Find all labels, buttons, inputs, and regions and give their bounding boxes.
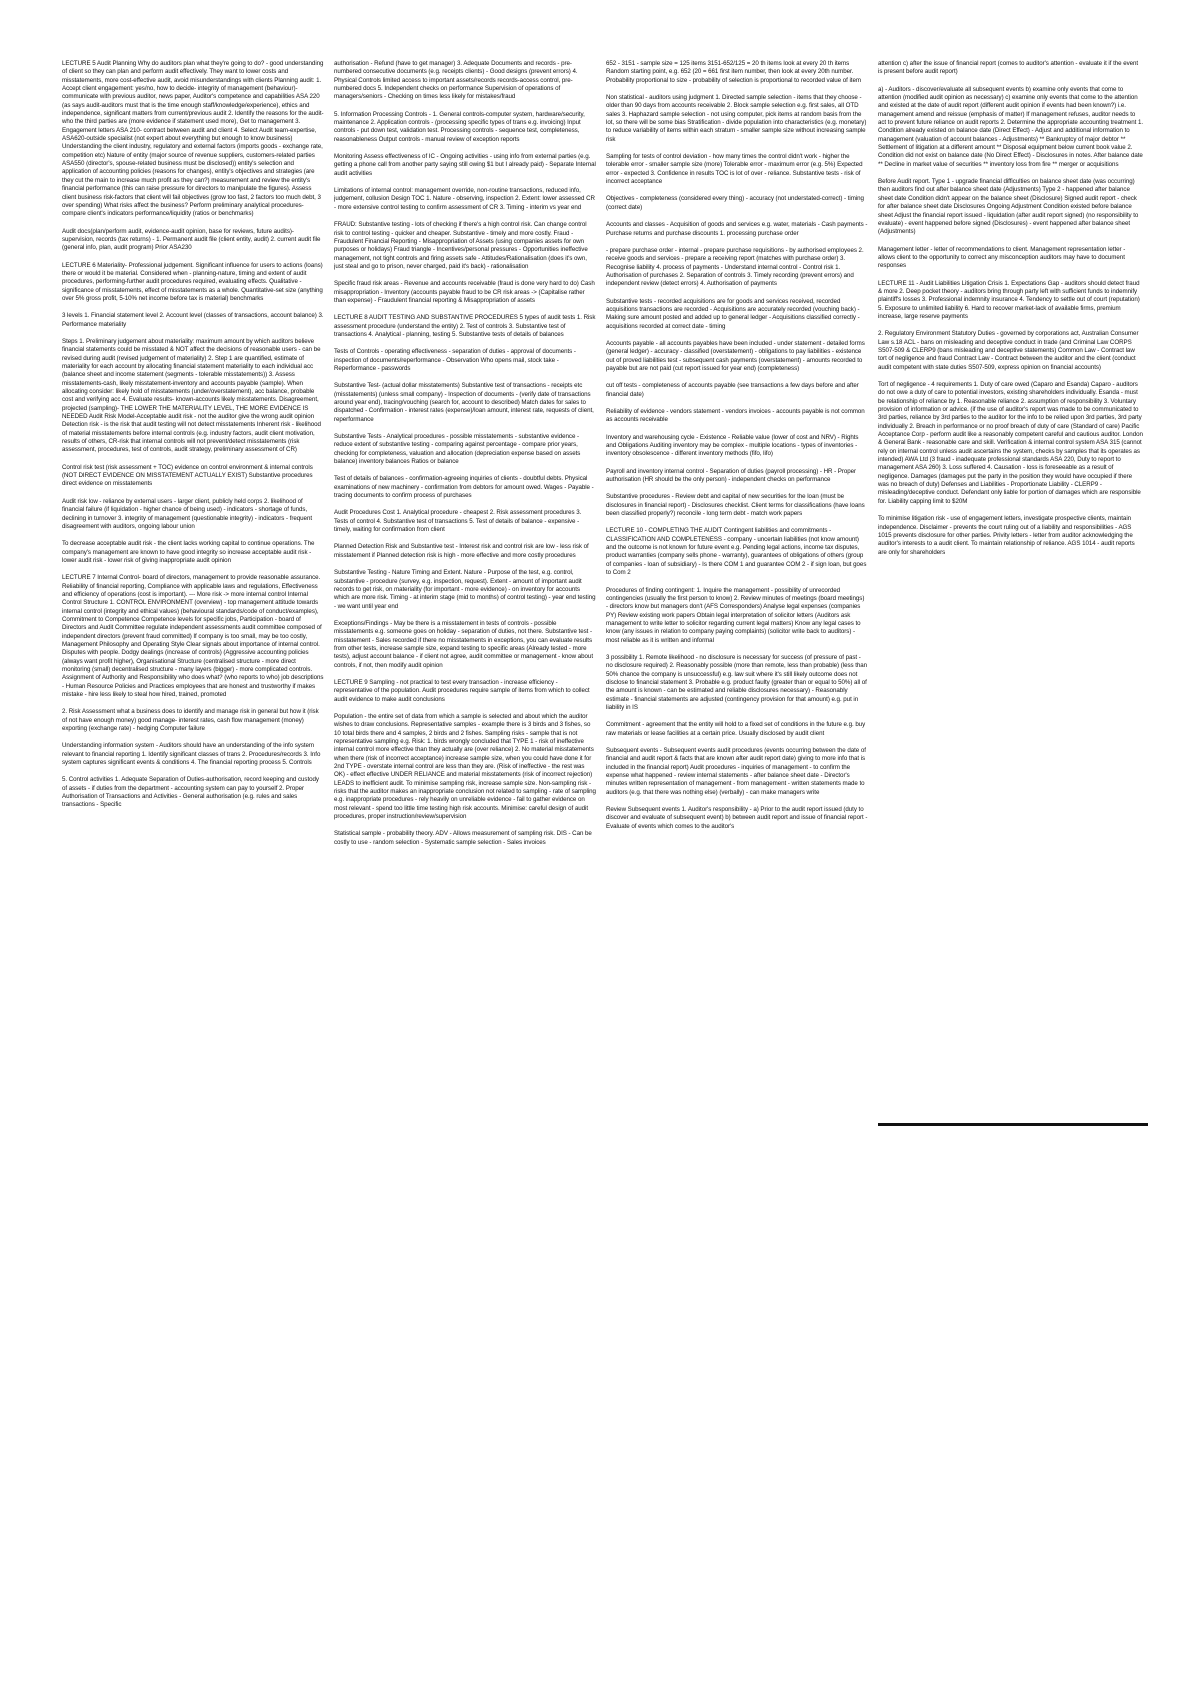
inventory-cycle-block: Inventory and warehousing cycle - Existence - Reliable value (lower of cost and NRV) - Rights and Obligations Auditing inventory may be complex - multiple locations - types of inventories - inventory obsolescence - different inventory methods (fifo, lifo) bbox=[606, 433, 859, 458]
accounts-classes-block: Accounts and classes - Acquisition of goods and services e.g. water, materials - Cash payments - Purchase returns and purchase discounts 1. processing purchase order bbox=[606, 221, 868, 237]
exceptions-block: Exceptions/Findings - May be there is a misstatement in tests of controls - possible misstatements e.g. someone goes on holiday - separation of duties, not there. Substantive test - misstatement - Sales recorded if there no misstatements in exceptions, you can evaluate results from other tests, increase sample size, expand testing to specific areas (Already tested - more tests), adjust account balance - if client not agree, audit committee or management - know about controls, if not, then modify audit opinion bbox=[334, 619, 593, 669]
materiality-steps-block: Steps 1. Preliminary judgement about materiality: maximum amount by which auditors believe financial statements could be misstated & NOT affect the decisions of reasonable users - can be revised during audit (revised judgement of materiality) 2. Step 1 are quantified, estimate of materiality for each account by allocating financial statement materiality to each individual acc (balance sheet and income statement (segments - tolerable misstatements)) 3. Assess misstatements-cash, likely misstatement-inventory and accounts payable (sample). When allocating consider: likely hold of misstatements (under/overstatement), acc balance, probable cost and verifying acc 4. Evaluate results- known-accounts likely misstatements. Disagreement, projected (sampling)- THE LOWER THE MATERIALITY LEVEL, THE MORE EVIDENCE IS NEEDED Audit Risk Model-Acceptable audit risk - not the auditor give the wrong audit opinion Detection risk - is the risk that audit testing will not detect misstatements Inherent risk - likelihood of material misstatements before internal controls (e.g. industry factors, audit client motivation, results of others, CR-risk that internal controls will not prevent/detect misstatements (risk assessment, procedures, test of controls, audit strategy, preliminary assessment of CR) bbox=[62, 337, 321, 454]
limitations-toc-block: Limitations of internal control: management override, non-routine transactions, reduced info, judgement, collusion Design TOC 1. Nature - observing, inspection 2. Extent: lower assessed CR - more extensive control testing to confirm assessment of CR 3. Timing - interim vs year end bbox=[334, 187, 595, 211]
statistical-sample-block: Statistical sample - probability theory. ADV - Allows measurement of sampling risk. DIS - Can be costly to use - random selection - Systematic sample selection - Sales invoices bbox=[334, 830, 592, 846]
lecture7-internal-control-block: LECTURE 7 Internal Control- board of directors, management to provide reasonable assurance. Reliability of financial reporting, Compliance with applicable laws and regulations, Effectiveness and efficiency of operations (cost is important). --- More risk -> more internal control Internal Control Structure 1. CONTROL ENVIRONMENT (overview) - top management attitude towards internal control (integrity and ethical values) (behavioural standards/code of conduct/examples), Commitment to Competence Competence levels for specific jobs, Participation - board of Directors and Audit Committee regulate independent assessments audit committee composed of independent directors (prevent fraud committed) If company is too small, may be too costly, Management Philosophy and Operating Style Clear signals about importance of internal control. Disputes with people. Dodgy dealings (increase of controls) (Aggressive accounting policies (always want profit higher), Organisational Structure (centralised structure - more direct monitoring (small) decentralised structure - many layers (bigger) - more complicated controls. Assignment of Authority and Responsibility who does what? (who reports to who) job descriptions - Human Resource Policies and Practices employees that are honest and trustworthy if makes mistake - hire less likely to steal how hired, trained, promoted bbox=[62, 574, 324, 699]
nature-timing-extent-block: Substantive Testing - Nature Timing and Extent. Nature - Purpose of the test, e.g. control, substantive - procedure (survey, e.g. inspection, request). Extent - amount of important audit records to get risk, on materiality (for important - more evidence) - on inventory for accounts which are more risk. Timing - at interim stage (mid to months) of control testing) - year end testing - we want until year end bbox=[334, 569, 596, 610]
lecture6-materiality-block: LECTURE 6 Materiality- Professional judgement. Significant influence for users to actions (loans) there or would it be material. Considered when - planning-nature, timing and extent of audit procedures, performing-further audit procedures required, evaluating effects. Qualitative - significance of misstatements, effect of misstatements as a whole. Quantitative-set size (anything over 5% gross profit, 5-10% net income before tax is material) benchmarks bbox=[62, 261, 323, 302]
authorisation-block: authorisation - Refund (have to get manager) 3. Adequate Documents and records - pre-numbered consecutive documents (e.g. receipts clients) - Good designs (prevent errors) 4. Physical Controls limited access to important assets/records records-access control, pre-numbered docs 5. Independent checks on performance Supervision of operations of managers/seniors - Checking on times less likely for mistakes/fraud bbox=[334, 60, 578, 101]
auditor-discover-block: a) - Auditors - discover/evaluate all subsequent events b) examine only events that come to attention (modified audit opinion as necessary) c) examine only events that come to the attention and existed at the date of audit report (different audit opinion if events had been known?) i.e. management amend and reissue (emphasis of matter) If management refuses, auditor needs to act to prevent future reliance on audit reports 2. Determine the appropriate accounting treatment 1. Condition already existed on balance date (Direct Effect) - Adjust and additional information to management (valuation of account balances - Adjustments) ** Bankruptcy of major debtor ** Settlement of litigation at a different amount ** Disposal equipment below current book value 2. Condition did not exist on balance date (No Direct Effect) - Disclosures in notes. After balance date ** Decline in market value of securities ** inventory loss from fire ** merger or acquisitions bbox=[878, 85, 1143, 168]
payroll-control-block: Payroll and inventory internal control - Separation of duties (payroll processing) - HR - Proper authorisation (HR should be the only person) - independent checks on performance bbox=[606, 467, 857, 484]
substantive-test-block: Substantive Test- (actual dollar misstatements) Substantive test of transactions - receipts etc (misstatements) (unless small company) - Inspection of documents - (verify date of transactions around year end), tracing/vouching (search for, account to described) Match dates for sales to dispatched - Confirmation - interest rates (expense)/loan amount, interest rate, requests of client, reperformance bbox=[334, 382, 594, 423]
attention-block: attention c) after the issue of financial report (comes to auditor's attention - evaluate it if the event is present before audit report) bbox=[878, 60, 1139, 76]
test-of-details-block: Test of details of balances - confirmation-agreeing inquiries of clients - doubtful debts. Physical examinations of new machinery - confirmation from debtors for amount owed. Wages - Payable - tracing documents to confirm process of purchases bbox=[334, 475, 594, 500]
minimise-litigation-block: To minimise litigation risk - use of engagement letters, investigate prospective clients, maintain independence. Disclaimer - prevents the court ruling out of a liability and responsibilities - AGS 1015 prevents disclosure for other parties. Privity letters - letter from auditor acknowledging the auditor's interests to a audit client. To maintain relationship of reliance. AGS 1014 - audit reports are only for shareholders bbox=[878, 515, 1135, 556]
finding-contingent-block: Procedures of finding contingent: 1. Inquire the management - possibility of unrecorded contingencies (usually the first person to know) 2. Review minutes of meetings (board meetings) - directors know but managers don't (AFS Corresponders) Analyse legal expenses (companies PY) Review existing work papers Obtain legal interpretation of solicitor letters (Auditors ask management to write letter to solicitor regarding current legal matters) Know any legal cases to know (any issues in relation to company paying complaints) (solicitor write back to auditors) - most reliable as it is written and informal bbox=[606, 586, 865, 644]
population-block: Population - the entire set of data from which a sample is selected and about which the auditor wishes to draw conclusions. Representative samples - example there is 3 birds and 3 fishes, so 10 total birds there and 4 samples, 2 birds and 2 fishes. Sampling risks - sample that is not representative sampling e.g. Risk: 1. birds wrongly concluded that TYPE 1 - risk of ineffective internal control more effective than they actually are (over reliance) 2. No material misstatements when there (risk of incorrect acceptance) increase sample size, when you could have done it for 2nd TYPE - overstate internal control are less than they are. (Risk of ineffective - the rest was OK) - effect effective UNDER RELIANCE and material misstatements (risk of incorrect rejection) LEADS to inefficient audit. To minimise sampling risk, increase sample size. Non-sampling risk - risks that the auditor makes an inappropriate conclusion not related to sampling - rate of sampling e.g. inappropriate procedures - rely heavily on unreliable evidence - fail to gather evidence on most relevant - spend too little time testing high risk accounts. Minimise: careful design of audit procedures, proper instruction/review/supervision bbox=[334, 712, 596, 821]
column-1 bbox=[62, 60, 324, 1690]
review-subsequent-block: Review Subsequent events 1. Auditor's responsibility - a) Prior to the audit report issued (duty to discover and evaluate of subsequent event) b) between audit report and issue of financial report - Evaluate of events which comes to the auditor's bbox=[606, 806, 868, 830]
analytical-procedures-block: Substantive Tests - Analytical procedures - possible misstatements - substantive evidence - reduce extent of substantive testing - comparing against percentage - compare prior years, checking for completeness, valuation and allocation (depreciation expense based on assets balance) inventory balances Ratios or balance bbox=[334, 433, 581, 466]
column-4 bbox=[878, 60, 1143, 1690]
non-statistical-block: Non statistical - auditors using judgment 1. Directed sample selection - items that they choose - older than 90 days from accounts receivable 2. Block sample selection e.g. first sales, all OTD sales 3. Haphazard sample selection - not using computer, pick items at random basis from the lot, so there will be some bias Stratification - divide population into characteristics (e.g. monetary) to reduce variability of items within each stratum - smaller sample size without increasing sample risk bbox=[606, 94, 867, 143]
control-risk-block: Control risk test (risk assessment + TOC) evidence on control environment & internal controls (NOT DIRECT EVIDENCE ON MISSTATEMENT ACTUALLY EXIST) Substantive procedures direct evidence on misstatements bbox=[62, 463, 313, 488]
systematic-sample-block: 652 - 3151 - sample size = 125 items 3151-652/125 = 20 th items look at every 20 th items Random starting point, e.g. 652 (20 = 661 first item number, then look at every 20th number. Probability proportional to size - probability of selection is proportional to recorded value of item bbox=[606, 60, 861, 84]
cut-off-block: cut off tests - completeness of accounts payable (see transactions a few days before and after financial date) bbox=[606, 382, 859, 398]
end-rule bbox=[878, 1123, 1148, 1126]
risk-assessment-block: 2. Risk Assessment what a business does to identify and manage risk in general but how it (risk of not have enough money) good manage- interest rates, cash flow management (money) exporting (exchange rate) - hedging Computer failure bbox=[62, 708, 319, 733]
materiality-levels-block: 3 levels 1. Financial statement level 2. Account level (classes of transactions, account balance) 3. Performance materiality bbox=[62, 312, 324, 328]
objectives-block: Objectives - completeness (considered every thing) - accuracy (not understated-correct) - timing (correct date) bbox=[606, 195, 864, 211]
info-processing-block: 5. Information Processing Controls - 1. General controls-computer system, hardware/security, maintenance 2. Application controls - (processing specific types of trans e.g. invoicing) Input controls - put down test, validation test. Processing controls - sequence test, completeness, reasonableness Output controls - manual review of exception reports bbox=[334, 110, 585, 143]
subsequent-events-block: Subsequent events - Subsequent events audit procedures (events occurring between the date of financial and audit report & facts that are known after audit report date) giving to more info that is included in the financial report) Audit procedures - inquiries of management - to confirm the expense what happened - review internal statements - after balance sheet date - Director's minutes written representation of management - from management - written statements made to auditors (e.g. that there was nothing else) (verbally) - can make managers write bbox=[606, 747, 866, 796]
purchase-order-block: - prepare purchase order - internal - prepare purchase requisitions - by authorised employees 2. receive goods and services - prepare a receiving report (matches with purchase order) 3. Recognise liability 4. process of payments - Understand internal control - Control risk 1. Authorisation of purchases 2. Separation of controls 3. Timely recording (prevent errors) and independent review (detect errors) 4. Authorisation of payments bbox=[606, 246, 864, 288]
substantive-acquisitions-block: Substantive tests - recorded acquisitions are for goods and services received, recorded acquisitions transactions are recorded - Acquisitions are accurately recorded (vouching back) - Making sure amount posted and added up to general ledger - Acquisitions classified correctly - acquisitions recorded at correct date - timing bbox=[606, 297, 860, 330]
procedures-cost-block: Audit Procedures Cost 1. Analytical procedure - cheapest 2. Risk assessment procedures 3. Tests of control 4. Substantive test of transactions 5. Test of details of balance - expensive - timely, waiting for confirmation from client bbox=[334, 509, 582, 534]
control-activities-block: 5. Control activities 1. Adequate Separation of Duties-authorisation, record keeping and custody of assets - if duties from the department - accounting system can pay to yourself 2. Proper Authorisation of Transactions and Activities - General authorisation (e.g. rules and sales transactions - Specific bbox=[62, 776, 319, 809]
accounts-payable-block: Accounts payable - all accounts payables have been included - under statement - detailed forms (general ledger) - accuracy - classified (overstatement) - obligations to pay liabilities - existence out of proved liabilities test - subsequent cash payments (overstatement) - amounts recorded to payable but are not paid (cut report issued for year end) (completeness) bbox=[606, 339, 865, 372]
fraud-block: FRAUD: Substantive testing - lots of checking if there's a high control risk. Can change control risk to control testing - quicker and cheaper. Substantive - timely and more costly. Fraud - Fraudulent Financial Reporting - Misappropriation of Assets (using companies assets for own purposes or holidays) Fraud triangle - Incentives/personal pressures - Opportunities ineffective management, not tight controls and firing assets safe - Attitudes/Rationalisation (does it's own, just steal and go to prison, never charged, paid it's back) - rationalisation bbox=[334, 221, 588, 270]
column-3 bbox=[606, 60, 868, 1690]
fraud-risk-areas-block: Specific fraud risk areas - Revenue and accounts receivable (fraud is done very hard to do) Cash misappropriation - Inventory (accounts payable fraud to be CR risk areas -> (Capitalise rather than expense) - Fraudulent financial reporting & Misappropriation of assets bbox=[334, 280, 595, 304]
lecture5-planning-block: LECTURE 5 Audit Planning Why do auditors plan what they're going to do? - good understanding of client so they can plan and perform audit effectively. They want to lower costs and misstatements, more cost-effective audit, avoid misunderstandings with clients Planning audit: 1. Accept client engagement: yes/no, how to decide- integrity of management (behaviour)- communicate with previous auditor, news paper, Auditor's competence and capabilities ASA 220 (as says audit-auditors must that is the time enough staff/knowledge/experience), ethics and independence, significant matters from current/previous audit 2. Identify the reasons for the audit-who the third parties are (more evidence if statement used more), Get to management 3. Engagement letters ASA 210- contract between audit and client 4. Select Audit team-expertise, ASA620-outside specialist (not expert about everything but enough to know business) Understanding the client industry, regulatory and external factors (imports goods - exchange rate, competition etc) Nature of entity (major source of revenue suppliers, customers-related parties ASA550 (director's, spouse-related business must be disclosed)) entity's selection and application of accounting policies (reasons for changes), entity's objectives and strategies (are they cut the main to increase much profit as they can?) measurement and review the entity's financial performance (this can raise pressure for directors to manipulate the figures). Assess client business risk-factors that client will fail objectives (grow too fast, 2 factors too much debt, 3 over spending) What risks affect the business? Perform preliminary analytical procedures-compare client's indicators performance/liquidity (ratios or benchmarks) bbox=[62, 60, 324, 218]
reliability-evidence-block: Reliability of evidence - vendors statement - vendors invoices - accounts payable is not common as accounts receivable bbox=[606, 408, 865, 424]
lecture10-completing-block: LECTURE 10 - COMPLETING THE AUDIT Contingent liabilities and commitments - CLASSIFICATION AND COMPLETENESS - company - uncertain liabilities (not know amount) and the outcome is not known for future event e.g. Pending legal actions, income tax disputes, product warranties (company sells phone - warranty), guarantees of obligations of others (group of companies - loan of subsidiary) - Is there COM 1 and guarantee COM 2 - if sign loan, but goes to Com 2 bbox=[606, 527, 867, 577]
audit-docs-block: Audit docs(plan/perform audit, evidence-audit opinion, base for reviews, future audits)- supervision, records (tax returns) - 1. Permanent audit file (client entity, audit) 2. current audit file (general info, plan, audit program) Prior ASA230 bbox=[62, 227, 321, 252]
audit-risk-block: Audit risk low - reliance by external users - larger client, publicly held corps 2. likelihood of financial failure (if liquidation - higher chance of being used) - indicators - shortage of funds, declining in turnover 3. integrity of management (questionable integrity) - indicators - frequent disagreement with auditors, ongoing labour union bbox=[62, 497, 313, 530]
sampling-toc-block: Sampling for tests of control deviation - how many times the control didn't work - higher the tolerable error - smaller sample size (more) Tolerable error - maximum error (e.g. 5%) Expected error - expected 3. Confidence in results TOC is lot of over - reliance. Substantive tests - risk of incorrect acceptance bbox=[606, 153, 863, 186]
monitoring-block: Monitoring Assess effectiveness of IC - Ongoing activities - using info from external parties (e.g. getting a phone call from another party saying still owing $1 but I already paid) - Separate Internal audit activities bbox=[334, 153, 596, 177]
planned-detection-risk-block: Planned Detection Risk and Substantive test - Interest risk and control risk are low - less risk of misstatement if Planned detection risk is high - more effective and more costly procedures bbox=[334, 543, 589, 559]
before-audit-report-block: Before Audit report. Type 1 - upgrade financial difficulties on balance sheet date (was occurring) then auditors find out after balance sheet date (Adjustments) Type 2 - happened after balance sheet date Condition didn't appear on the balance sheet (Disclosure) Signed audit report - check for after balance sheet date Disclosures Ongoing Adjustment Condition existed before balance sheet Adjust the financial report issued - liquidation (after audit report signed) (no responsibility to evaluate) - event happened before signed (Disclosures) - event happened after balance sheet (Adjustments) bbox=[878, 178, 1139, 236]
information-system-block: Understanding information system - Auditors should have an understanding of the info system relevant to financial reporting 1. Identify significant classes of trans 2. Procedures/records 3. Info system captures significant events & conditions 4. The financial reporting process 5. Controls bbox=[62, 742, 321, 767]
lecture8-testing-block: LECTURE 8 AUDIT TESTING AND SUBSTANTIVE PROCEDURES 5 types of audit tests 1. Risk assessment procedure (understand the entity) 2. Test of controls 3. Substantive test of transactions 4. Analytical - planning, testing 5. Substantive tests of details of balances bbox=[334, 314, 596, 338]
commitment-block: Commitment - agreement that the entity will hold to a fixed set of conditions in the future e.g. buy raw materials or lease facilities at a certain price. Usually disclosed by audit client bbox=[606, 721, 866, 737]
lecture9-sampling-block: LECTURE 9 Sampling - not practical to test every transaction - increase efficiency - representative of the population. Audit procedures require sample of items from which to collect audit evidence to make audit conclusions bbox=[334, 678, 590, 703]
lecture11-liabilities-block: LECTURE 11 - Audit Liabilities Litigation Crisis 1. Expectations Gap - auditors should detect fraud & more 2. Deep pocket theory - auditors bring through party left with sufficient funds to indemnify plaintiff's losses 3. Professional indemnity insurance 4. Tendency to settle out of court (reputation) 5. Exposure to unlimited liability 6. Hard to recover market-lack of available firms, premium increase, large reserve payments bbox=[878, 279, 1140, 320]
substantive-debt-block: Substantive procedures - Review debt and capital of new securities for the loan (must be disclosures in financial report) - Disclosures checklist. Client terms for classifications (have loans been classified properly?) reconcile - long term debt - match work papers bbox=[606, 493, 865, 518]
regulatory-environment-block: 2. Regulatory Environment Statutory Duties - governed by corporations act, Australian Consumer Law s.18 ACL - bans on misleading and deceptive conduct in trade (and Criminal Law CORPS S507-509 & CLERP9 (bans misleading and deceptive statements) Common Law - Contract law tort of negligence and fraud Contract Law - Contract between the auditor and the client (conduct audit competent with state duties S507-509, express opinion on financial accounts) bbox=[878, 330, 1139, 371]
tests-of-controls-block: Tests of Controls - operating effectiveness - separation of duties - approval of documents - inspection of documents/reperformance - Observation Who opens mail, stock take - Reperformance - passwords bbox=[334, 348, 576, 372]
tort-negligence-block: Tort of negligence - 4 requirements 1. Duty of care owed (Caparo and Esanda) Caparo - auditors do not owe a duty of care to potential investors, existing shareholders individually. Esanda - must be relationship of reliance by 1. Reasonable reliance 2. assumption of responsibility 3. Voluntary provision of information or advice. (if the use of auditor's report was made to be communicated to 3rd parties, reliance by 3rd parties to the auditor for the info to be relied upon 3rd parties, 3rd party individually 2. Breach in performance or no proof breach of duty of care (Standard of care) Pacific Acceptance Corp - perform audit like a reasonably competent careful and cautious auditor. London & General Bank - reasonable care and skill. Verification & internal control system ASA 315 (cannot rely on internal control unless audit ascertains the system, checks by samples that its operates as intended) AWA Ltd (3 fraud - inadequate professional standards ASA 220, Duty to report to management ASA 260) 3. Loss suffered 4. Causation - loss is foreseeable as a result of negligence. Damages (damages put the party in the position they would have occupied if there was no breach of duty) Defenses and Liabilities - Proportionate Liability - CLERP9 - misleading/deceptive conduct. Defendant only liable for portion of damages which are responsible for. Liability capping limit to $20M bbox=[878, 381, 1143, 505]
acceptable-risk-block: To decrease acceptable audit risk - the client lacks working capital to continue operations. The company's management are known to have good integrity so increase acceptable audit risk - lower audit risk - lower risk of giving inappropriate audit opinion bbox=[62, 540, 315, 564]
column-2 bbox=[334, 60, 596, 1690]
management-letter-block: Management letter - letter of recommendations to client. Management representation letter - allows client to the opportunity to correct any misconception auditors may have to document responses bbox=[878, 245, 1126, 270]
three-possibility-block: 3 possibility 1. Remote likelihood - no disclosure is necessary for success (of pressure of past - no disclosure required) 2. Reasonably possible (more than remote, less than probable) (less than 50% chance the company is unsuccessful) e.g. law suit where it's still likely outcome does not disclose to financial statement 3. Probable e.g. product faulty (greater than or equal to 50%) all of the amount is known - can be estimated and reliable disclosures necessary) - Reasonably estimate - financial statements are adjusted (contingency provision for that amount) e.g. put in liability in IS bbox=[606, 653, 868, 711]
